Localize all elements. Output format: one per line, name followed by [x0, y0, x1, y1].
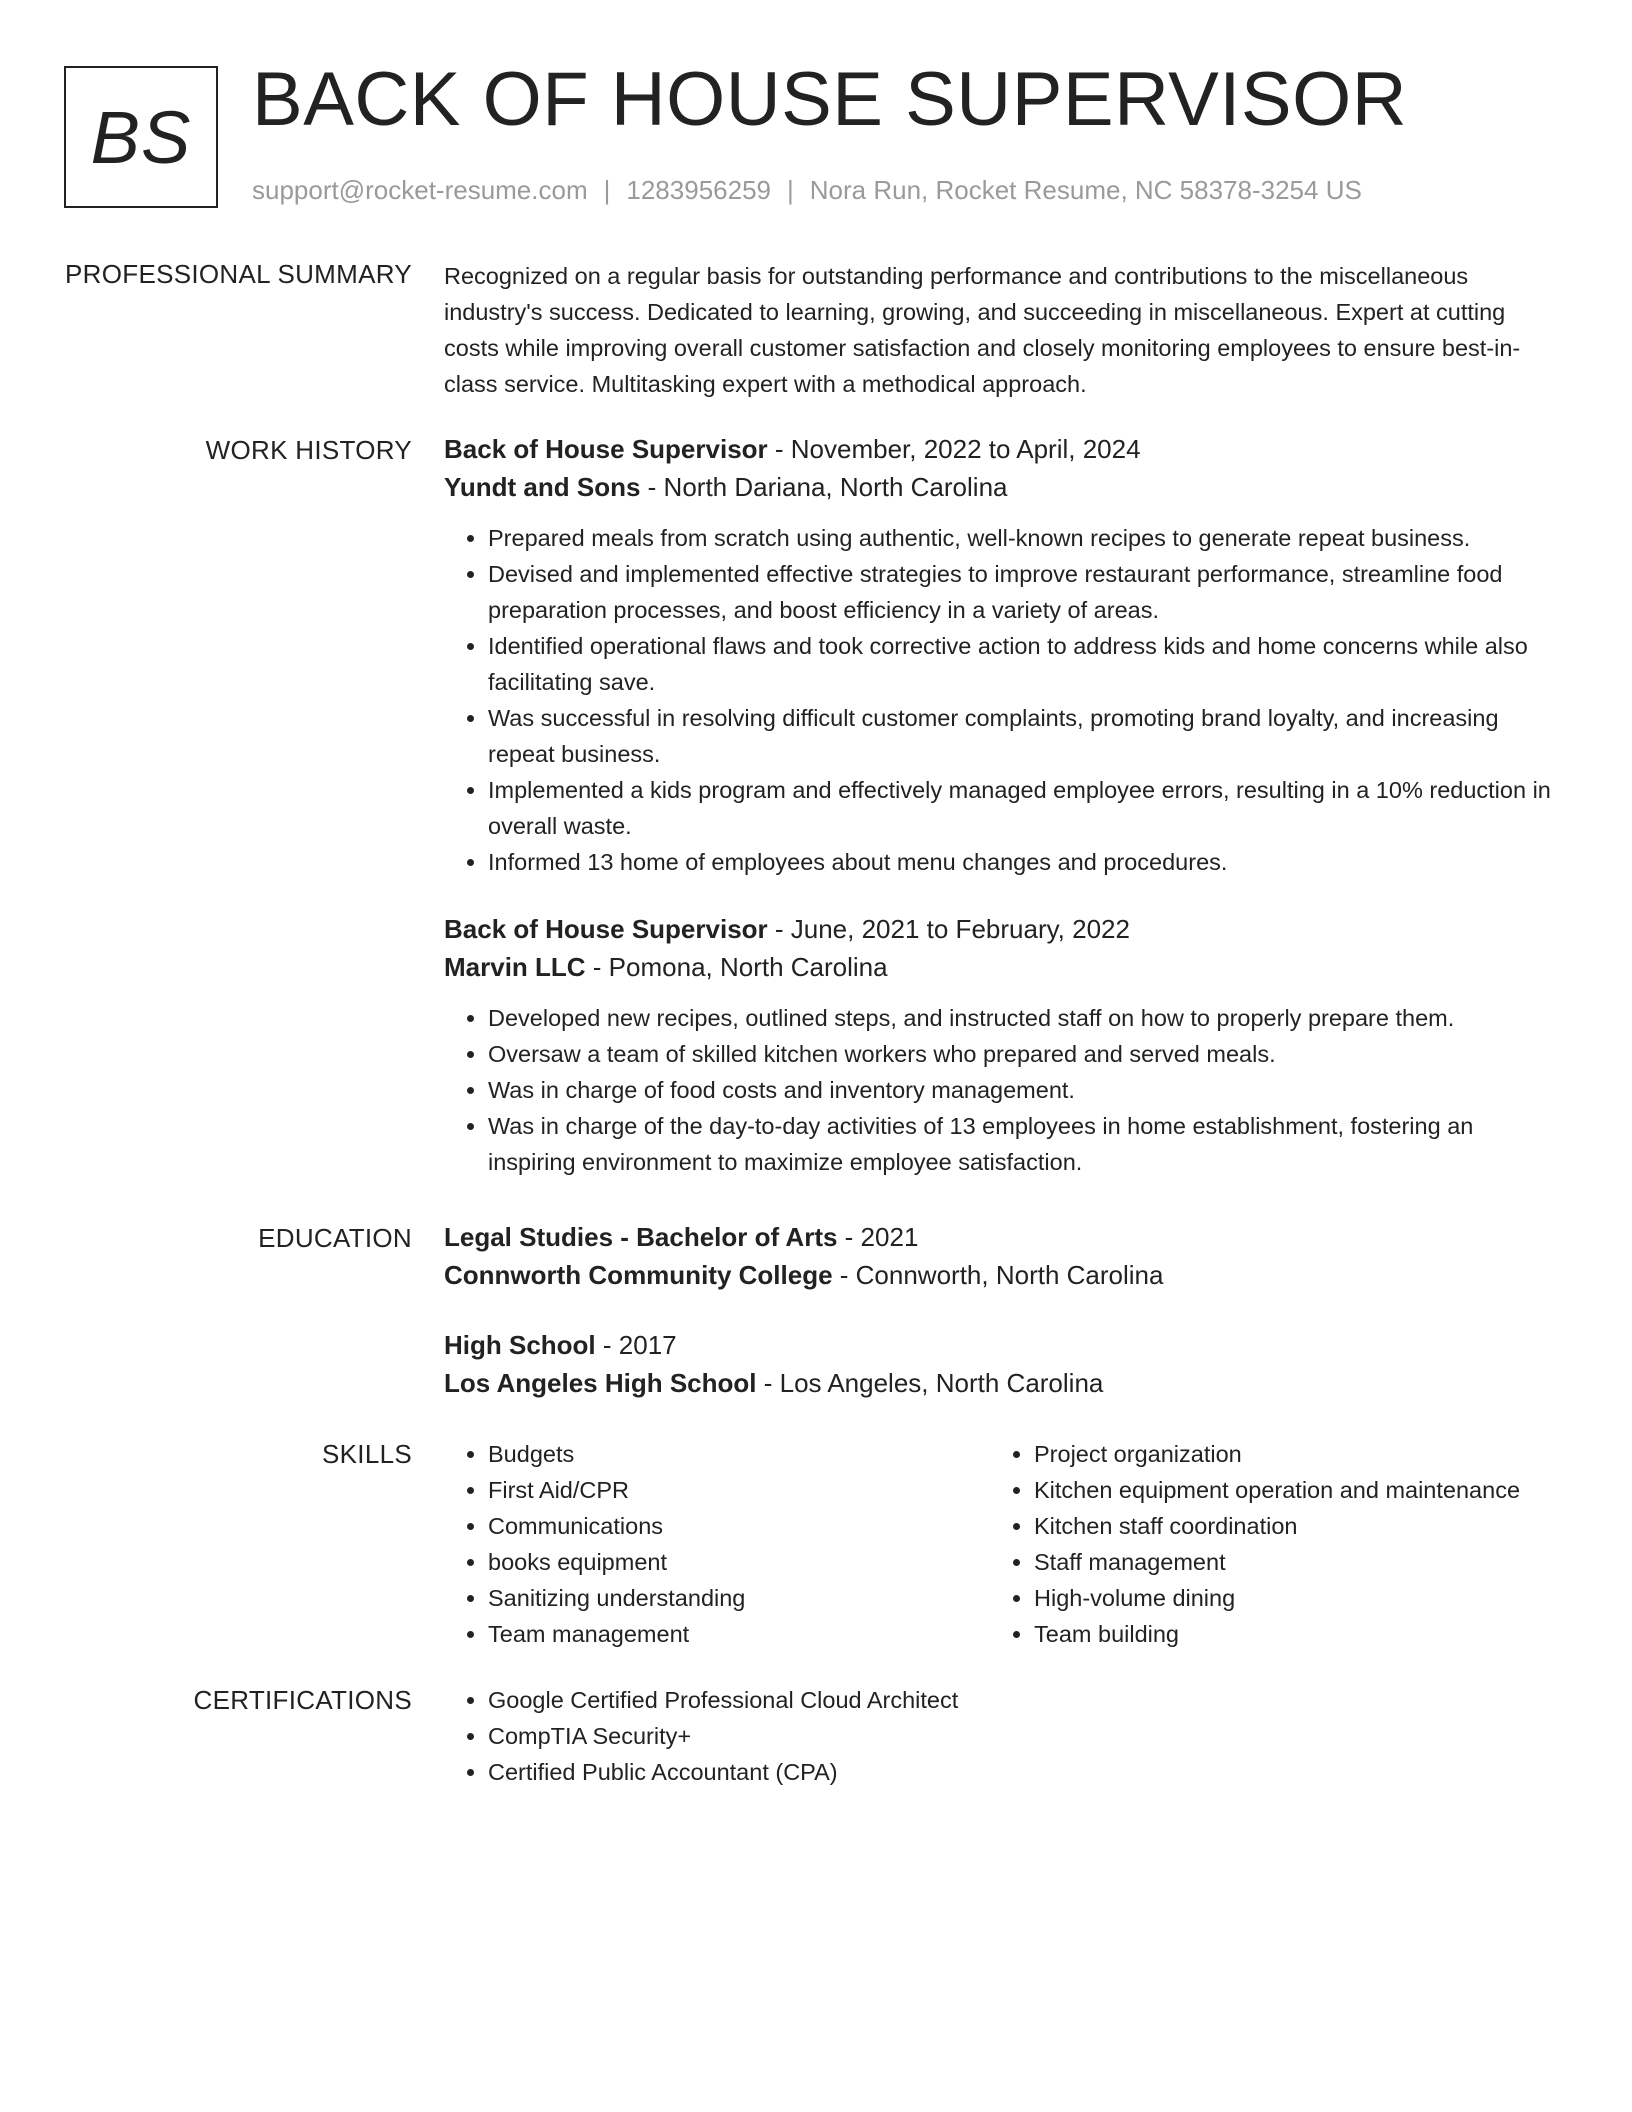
contact-address: Nora Run, Rocket Resume, NC 58378-3254 US [809, 175, 1362, 205]
skill-item: • First Aid/CPR [488, 1472, 990, 1508]
skills-list [990, 1436, 1536, 1652]
contact-separator: | [603, 175, 611, 205]
list-item: • Identified operational flaws and took corrective action to address kids and home concerns while also facilitating save. [488, 628, 1560, 700]
job-entry [444, 910, 1560, 1180]
job-company: Marvin LLC [444, 952, 586, 982]
skill-item: • Sanitizing understanding [488, 1580, 990, 1616]
school-location: - Connworth, North Carolina [832, 1260, 1164, 1290]
section-label-certifications: CERTIFICATIONS [193, 1685, 412, 1715]
job-company: Yundt and Sons [444, 472, 641, 502]
section-label-skills: SKILLS [322, 1439, 412, 1469]
list-item: • Was successful in resolving difficult customer complaints, promoting brand loyalty, and increasing repeat business. [488, 700, 1560, 772]
certification-item: • CompTIA Security+ [488, 1718, 1560, 1754]
skill-item: • Team management [488, 1616, 990, 1652]
certifications-list [444, 1682, 1560, 1790]
skills-column-left [444, 1436, 990, 1652]
monogram-initials: BS [90, 95, 192, 179]
contact-separator: | [787, 175, 794, 205]
list-item: • Oversaw a team of skilled kitchen workers who prepared and served meals. [488, 1036, 1560, 1072]
education-entry [444, 1326, 1560, 1402]
skill-item: • Staff management [1034, 1544, 1536, 1580]
skill-item: • Communications [488, 1508, 990, 1544]
degree-year: - 2017 [595, 1330, 677, 1360]
job-title-line [444, 910, 1560, 948]
page-title: BACK OF HOUSE SUPERVISOR [252, 57, 1408, 142]
list-item: • Was in charge of the day-to-day activities of 13 employees in home establishment, fostering an inspiring environment to maximize employee satisfaction. [488, 1108, 1560, 1180]
job-company-line [444, 948, 1560, 986]
degree-year: - 2021 [837, 1222, 919, 1252]
job-bullets [444, 1000, 1560, 1180]
skill-item: • High-volume dining [1034, 1580, 1536, 1616]
job-dates: - June, 2021 to February, 2022 [767, 914, 1130, 944]
list-item: • Informed 13 home of employees about menu changes and procedures. [488, 844, 1560, 880]
degree: Legal Studies - Bachelor of Arts [444, 1222, 838, 1252]
education-entry [444, 1218, 1560, 1294]
skills-column-right [990, 1436, 1536, 1652]
list-item: • Was in charge of food costs and inventory management. [488, 1072, 1560, 1108]
job-location: - North Dariana, North Carolina [640, 472, 1008, 502]
school-line [444, 1364, 1560, 1402]
job-title-line [444, 430, 1560, 468]
summary-text: Recognized on a regular basis for outstanding performance and contributions to the miscellaneous industry's success. Dedicated to learning, growing, and succeeding in miscellaneous. Expert at cutting costs while improving overall customer satisfaction and closely monitoring employees to ensure best-in-class service. Multitasking expert with a methodical approach. [444, 263, 1521, 397]
certification-item: • Google Certified Professional Cloud Architect [488, 1682, 1560, 1718]
school: Connworth Community College [444, 1260, 833, 1290]
monogram-logo [64, 66, 218, 208]
skills-grid [444, 1436, 1560, 1652]
job-company-line [444, 468, 1560, 506]
contact-line [252, 172, 1362, 208]
job-location: - Pomona, North Carolina [585, 952, 888, 982]
school-line [444, 1256, 1560, 1294]
section-label-work: WORK HISTORY [205, 435, 412, 465]
skill-item: • Project organization [1034, 1436, 1536, 1472]
job-bullets [444, 520, 1560, 880]
contact-email: support@rocket-resume.com [252, 175, 588, 205]
job-title: Back of House Supervisor [444, 434, 768, 464]
certification-item: • Certified Public Accountant (CPA) [488, 1754, 1560, 1790]
contact-phone: 1283956259 [626, 175, 771, 205]
school-location: - Los Angeles, North Carolina [756, 1368, 1104, 1398]
skill-item: • Budgets [488, 1436, 990, 1472]
degree: High School [444, 1330, 596, 1360]
list-item: • Prepared meals from scratch using authentic, well-known recipes to generate repeat business. [488, 520, 1560, 556]
skill-item: • Kitchen staff coordination [1034, 1508, 1536, 1544]
list-item: • Devised and implemented effective strategies to improve restaurant performance, streamline food preparation processes, and boost efficiency in a variety of areas. [488, 556, 1560, 628]
degree-line [444, 1326, 1560, 1364]
job-title: Back of House Supervisor [444, 914, 768, 944]
school: Los Angeles High School [444, 1368, 757, 1398]
degree-line [444, 1218, 1560, 1256]
job-entry [444, 430, 1560, 880]
section-label-education: EDUCATION [258, 1223, 412, 1253]
skills-list [444, 1436, 990, 1652]
list-item: • Developed new recipes, outlined steps, and instructed staff on how to properly prepare them. [488, 1000, 1560, 1036]
skill-item: • Team building [1034, 1616, 1536, 1652]
skill-item: • Kitchen equipment operation and maintenance [1034, 1472, 1536, 1508]
skill-item: • books equipment [488, 1544, 990, 1580]
job-dates: - November, 2022 to April, 2024 [767, 434, 1141, 464]
section-label-summary: PROFESSIONAL SUMMARY [65, 259, 412, 289]
list-item: • Implemented a kids program and effectively managed employee errors, resulting in a 10% reduction in overall waste. [488, 772, 1560, 844]
